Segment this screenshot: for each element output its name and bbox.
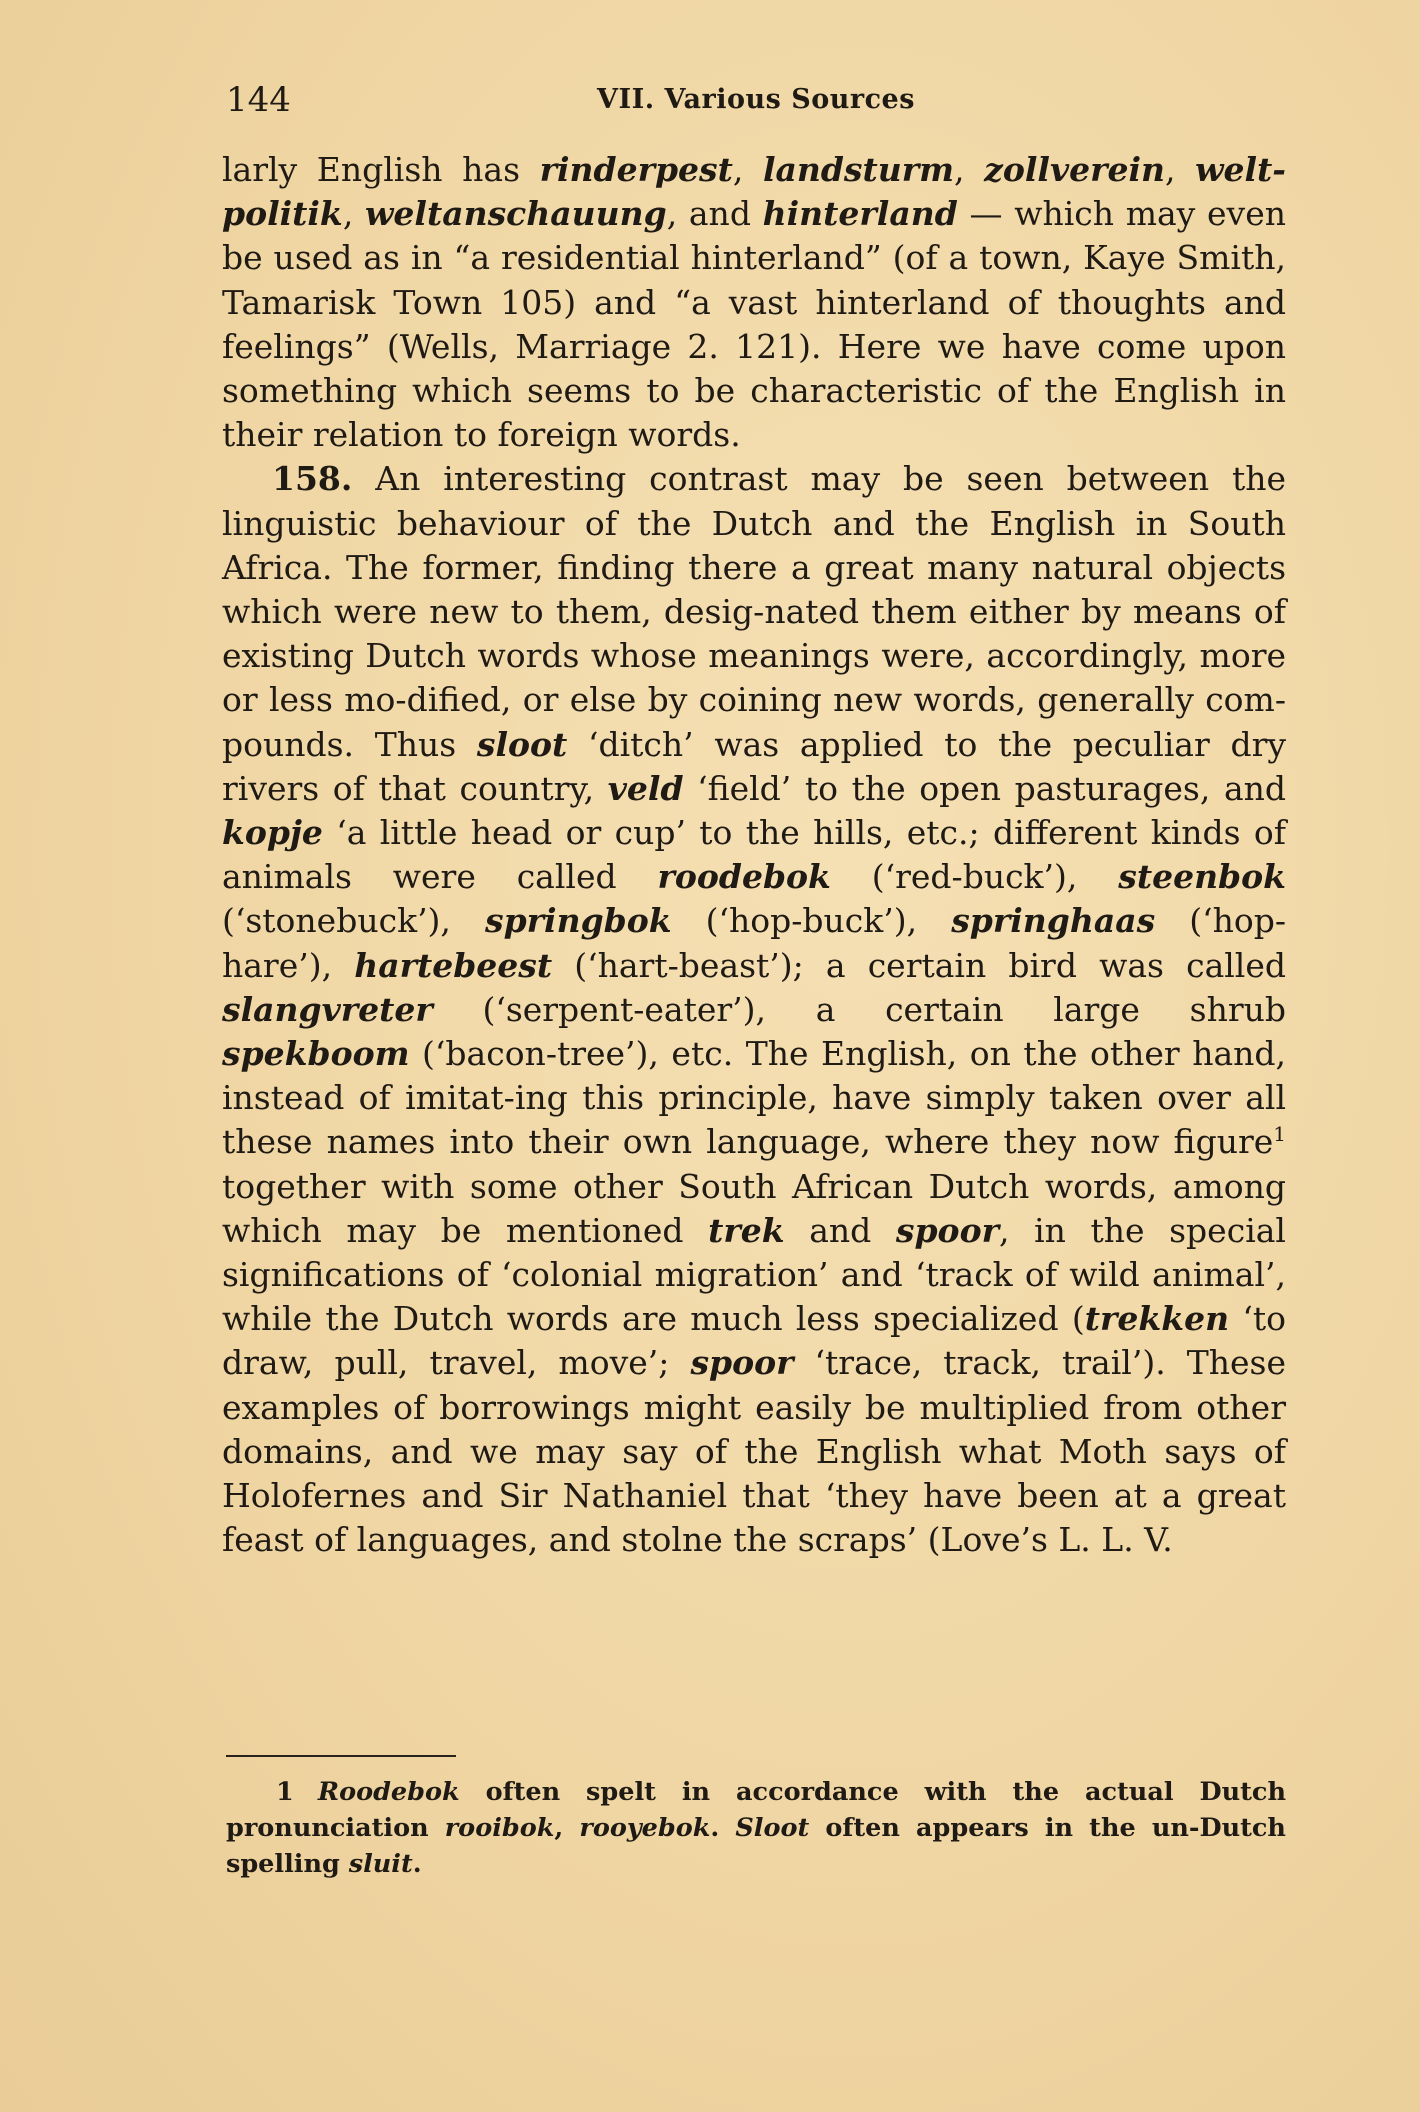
text-run: (‘hart-beast’); a certain bird was called bbox=[552, 945, 1287, 985]
foreign-word: roodebok bbox=[657, 857, 831, 897]
foreign-word: steenbok bbox=[1118, 857, 1287, 897]
page-header bbox=[226, 80, 1286, 130]
text-run: An interesting contrast may be seen between the linguistic behaviour of the Dutch and the English in South Africa. The former, finding there a great many natural objects which were new to them, desig-nated them either by means of existing Dutch words whose meanings were, accordingly, more or less mo-dified, or else by coining new words, generally com-pounds. Thus bbox=[222, 459, 1286, 764]
text-run: ‘a little head or cup’ to the hills, etc.; different kinds of animals were called bbox=[222, 813, 1286, 897]
text-run: (‘stonebuck’), bbox=[222, 901, 485, 941]
footnote bbox=[226, 1774, 1286, 1882]
foreign-word: rinderpest bbox=[539, 150, 733, 189]
text-run: together with some other South African Dutch words, among which may be mentioned bbox=[222, 1166, 1286, 1250]
foreign-word: Sloot bbox=[735, 1813, 810, 1843]
foreign-word: hartebeest bbox=[354, 945, 553, 985]
foreign-word: trek bbox=[708, 1210, 785, 1250]
text-run: , bbox=[554, 1813, 580, 1843]
foreign-word: landsturm bbox=[762, 150, 955, 189]
text-run: (‘hop-hare’), bbox=[222, 901, 1287, 985]
foreign-word: rooibok bbox=[444, 1813, 555, 1843]
foreign-word: spoor bbox=[690, 1343, 794, 1383]
foreign-word: Roodebok bbox=[317, 1777, 460, 1807]
body-text bbox=[222, 148, 1286, 1563]
footnote-mark: 1 bbox=[276, 1777, 294, 1807]
foreign-word: veld bbox=[607, 768, 684, 808]
foreign-word: sloot bbox=[476, 724, 568, 764]
foreign-word: slangvreter bbox=[222, 989, 433, 1029]
foreign-word: springbok bbox=[485, 901, 672, 941]
text-run: (‘hop-buck’), bbox=[671, 901, 952, 941]
text-run: , in the special significations of ‘colonial migration’ and ‘track of wild animal’, while the Dutch words are much less specialized ( bbox=[222, 1210, 1286, 1339]
text-run: (‘bacon-tree’), etc. The English, on the other hand, instead of imitat-ing this principle, have simply taken over all these names into their own language, where they now figure bbox=[222, 1034, 1286, 1162]
text-run: ‘field’ to the open pasturages, and bbox=[683, 768, 1286, 808]
text-run: ‘ditch’ was applied to the peculiar dry rivers of that country, bbox=[222, 724, 1286, 808]
foreign-word: trekken bbox=[1084, 1299, 1230, 1339]
foreign-word: springhaas bbox=[951, 901, 1156, 941]
text-run: , bbox=[342, 194, 366, 234]
foreign-word: spoor bbox=[895, 1210, 999, 1250]
text-run: , bbox=[732, 150, 763, 189]
text-run: , and bbox=[666, 194, 763, 234]
text-run: and bbox=[784, 1210, 896, 1250]
foreign-word: rooyebok bbox=[579, 1813, 711, 1843]
foreign-word: welt-politik bbox=[222, 150, 1286, 234]
paragraph-continued bbox=[222, 148, 1286, 457]
section-number: 158. bbox=[272, 459, 353, 499]
text-run: ‘trace, track, trail’). These examples of borrowings might easily be multiplied from other domains, and we may say of the English what Moth says of Holofernes and Sir Nathaniel that ‘they have been at a great feast of languages, and stolne the scraps’ (Love’s L. L. V. bbox=[222, 1343, 1286, 1560]
text-run: . bbox=[412, 1849, 422, 1879]
foreign-word: sluit bbox=[348, 1849, 413, 1879]
foreign-word: zollverein bbox=[984, 150, 1166, 189]
text-run: . bbox=[710, 1813, 736, 1843]
text-run: (‘serpent-eater’), a certain large shrub bbox=[432, 989, 1286, 1029]
foreign-word: weltanschauung bbox=[365, 194, 667, 234]
text-run: larly English has bbox=[222, 150, 540, 189]
foreign-word: kopje bbox=[222, 813, 323, 853]
text-run: (‘red-buck’), bbox=[830, 857, 1119, 897]
text-run: , bbox=[1165, 150, 1196, 189]
running-head: VII. Various Sources bbox=[597, 84, 915, 115]
text-run: , bbox=[954, 150, 985, 189]
text-run: ‘to draw, pull, travel, move’; bbox=[222, 1299, 1287, 1383]
text-run: often spelt in accordance with the actual Dutch pronunciation bbox=[226, 1777, 1286, 1843]
text-run: — which may even be used as in “a residential hinterland” (of a town, Kaye Smith, Tamarisk Town 105) and “a vast hinterland of thoughts and feelings” (Wells, Marriage 2. 121). Here we have come upon something which seems to be characteristic of the English in their relation to foreign words. bbox=[222, 194, 1286, 455]
page-number: 144 bbox=[226, 80, 291, 120]
foreign-word: hinterland bbox=[762, 194, 958, 234]
text-run: often appears in the un-Dutch spelling bbox=[226, 1813, 1286, 1879]
paragraph-158 bbox=[222, 457, 1286, 1562]
footnote-reference: 1 bbox=[1273, 1122, 1286, 1147]
footnote-rule bbox=[226, 1755, 456, 1757]
foreign-word: spekboom bbox=[222, 1034, 410, 1074]
